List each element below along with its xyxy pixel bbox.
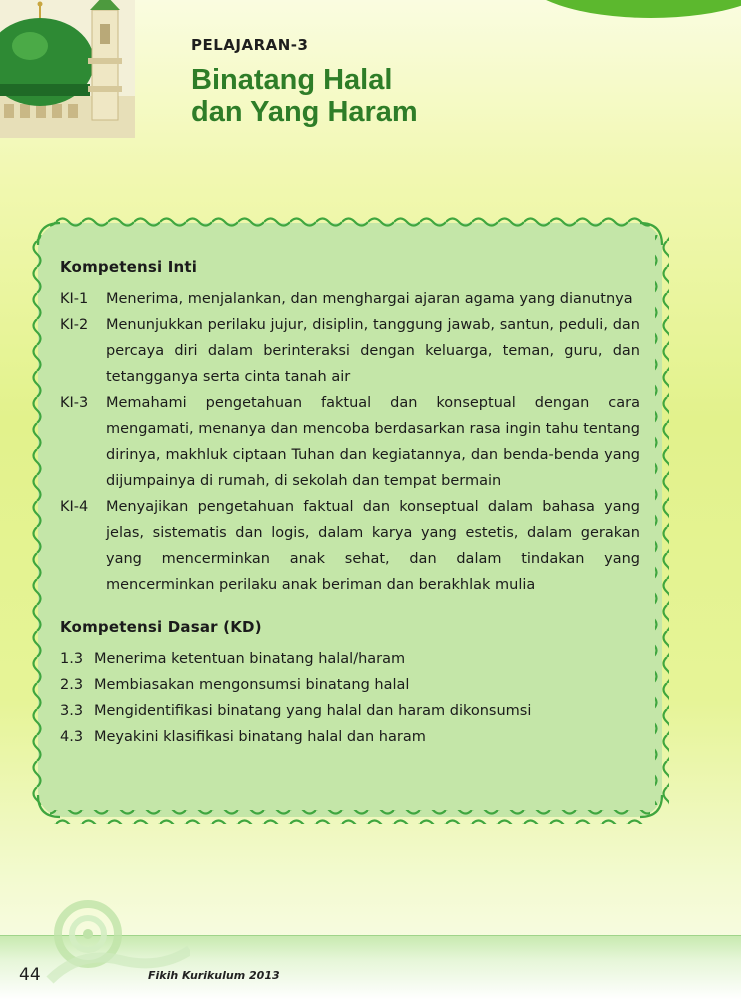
kd-text: Mengidentifikasi binatang yang halal dan haram dikonsumsi	[94, 703, 532, 719]
ki-item	[60, 494, 640, 598]
kd-item	[60, 698, 640, 724]
kd-number: 3.3	[60, 703, 84, 719]
title-line-1: Binatang Halal	[191, 64, 393, 96]
kd-number: 1.3	[60, 651, 84, 667]
title-line-2: dan Yang Haram	[191, 96, 418, 128]
ki-code: KI-3	[60, 395, 89, 411]
kd-item	[60, 672, 640, 698]
ki-code: KI-1	[60, 291, 89, 307]
ki-text: Menyajikan pengetahuan faktual dan konseptual dalam bahasa yang jelas, sistematis dan logis, dalam karya yang estetis, dalam gerakan yang mencerminkan anak sehat, dan dalam tindakan yang mencerminkan perilaku anak beriman dan berakhlak mulia	[106, 499, 640, 593]
ki-text: Menerima, menjalankan, dan menghargai ajaran agama yang dianutnya	[106, 291, 633, 307]
ki-item	[60, 390, 640, 494]
kd-number: 4.3	[60, 729, 84, 745]
book-title: Fikih Kurikulum 2013	[148, 969, 280, 982]
ki-text: Memahami pengetahuan faktual dan konseptual dengan cara mengamati, menanya dan mencoba berdasarkan rasa ingin tahu tentang dirinya, makhluk ciptaan Tuhan dan kegiatannya, dan benda-benda yang dijumpainya di rumah, di sekolah dan tempat bermain	[106, 395, 640, 489]
page-number: 44	[19, 965, 41, 985]
kd-text: Menerima ketentuan binatang halal/haram	[94, 651, 406, 667]
top-corner-arc	[521, 0, 741, 18]
ki-code: KI-2	[60, 317, 89, 333]
ki-item	[60, 286, 640, 312]
kd-list	[60, 646, 640, 750]
kd-text: Membiasakan mengonsumsi binatang halal	[94, 677, 410, 693]
ki-item	[60, 312, 640, 390]
competency-content	[60, 258, 640, 750]
kd-text: Meyakini klasifikasi binatang halal dan haram	[94, 729, 426, 745]
page-title	[191, 64, 418, 128]
ki-code: KI-4	[60, 499, 89, 515]
lesson-number: PELAJARAN-3	[191, 36, 309, 54]
swirl-ornament-icon	[40, 880, 190, 1000]
ki-list	[60, 286, 640, 598]
mosque-dome-icon	[0, 0, 135, 138]
ki-heading: Kompetensi Inti	[60, 258, 198, 276]
kd-item	[60, 724, 640, 750]
kd-item	[60, 646, 640, 672]
kd-heading: Kompetensi Dasar (KD)	[60, 618, 262, 636]
ki-text: Menunjukkan perilaku jujur, disiplin, tanggung jawab, santun, peduli, dan percaya diri dalam berinteraksi dengan keluarga, teman, guru, dan tetangganya serta cinta tanah air	[106, 317, 640, 385]
kd-number: 2.3	[60, 677, 84, 693]
